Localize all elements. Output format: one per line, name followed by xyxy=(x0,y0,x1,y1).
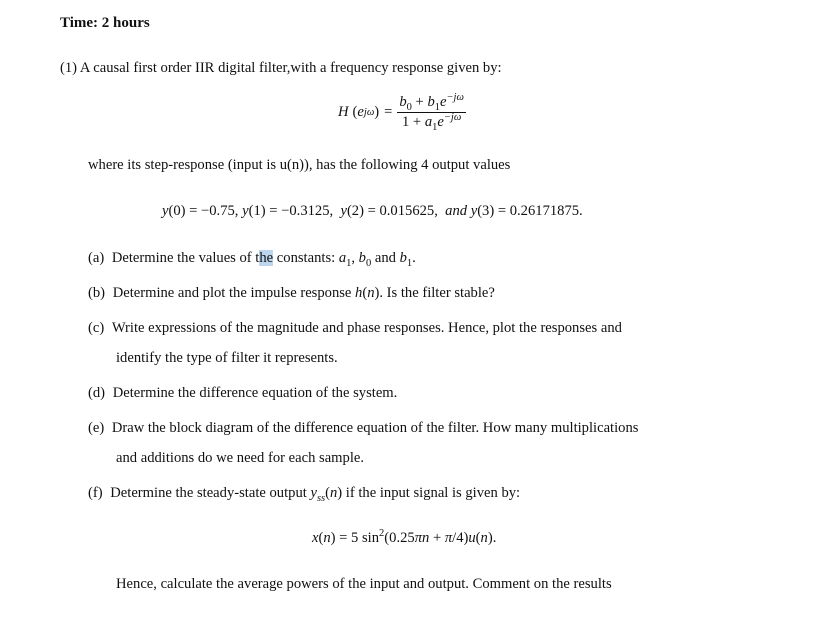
frequency-response-equation: H ( e jω ) = $\frac{b_0 + b_1e^{-j\omega}}{1 + a_1e^{-j\omega}}$ xyxy=(338,92,464,133)
part-e-label: (e) xyxy=(88,420,105,436)
part-d xyxy=(88,385,397,402)
part-c xyxy=(88,320,622,337)
part-f-label: (f) xyxy=(88,485,103,501)
question-intro xyxy=(60,60,502,77)
question-number: (1) xyxy=(60,60,78,76)
closing-text: Hence, calculate the average powers of the input and output. Comment on the results xyxy=(116,576,612,592)
part-b-label: (b) xyxy=(88,285,106,301)
part-b xyxy=(88,285,495,302)
part-e xyxy=(88,420,638,437)
part-b-text: Determine and plot the impulse response h(n). Is the filter stable? xyxy=(112,285,495,301)
part-c-label: (c) xyxy=(88,320,105,336)
part-a xyxy=(88,250,416,267)
part-d-text: Determine the difference equation of the system. xyxy=(112,385,398,401)
input-signal-equation: x(n) = 5 $\sin^2(0.25\pi n + \pi/4)u(n)$. xyxy=(312,528,497,546)
time-limit-heading: Time: 2 hours xyxy=(60,15,150,31)
part-d-label: (d) xyxy=(88,385,106,401)
part-c-continuation: identify the type of filter it represents. xyxy=(116,350,338,366)
part-a-text: Determine the values of the constants: $a_1$, $b_0$ and $b_1$. xyxy=(111,250,416,269)
part-f-text: Determine the steady-state output $y_{ss}(n)$ if the input signal is given by: xyxy=(110,485,521,504)
part-f xyxy=(88,485,520,502)
question-intro-text: A causal first order IIR digital filter,with a frequency response given by: xyxy=(79,60,502,76)
equation-denominator: $1 + a_1e^{-j\omega}$ xyxy=(401,112,462,133)
part-a-label: (a) xyxy=(88,250,105,266)
equation-numerator: $b_0 + b_1e^{-j\omega}$ xyxy=(399,92,464,113)
part-e-text: Draw the block diagram of the difference equation of the filter. How many multiplications xyxy=(111,420,639,436)
part-e-continuation: and additions do we need for each sample. xyxy=(116,450,365,466)
output-values-equation: y(0) = −0.75, y(1) = −0.3125, y(2) = 0.015625, and y(3) = 0.26171875. xyxy=(162,203,583,219)
step-response-text: where its step-response (input is u(n)), has the following 4 output values xyxy=(88,157,511,173)
part-c-text: Write expressions of the magnitude and phase responses. Hence, plot the responses and xyxy=(111,320,622,336)
